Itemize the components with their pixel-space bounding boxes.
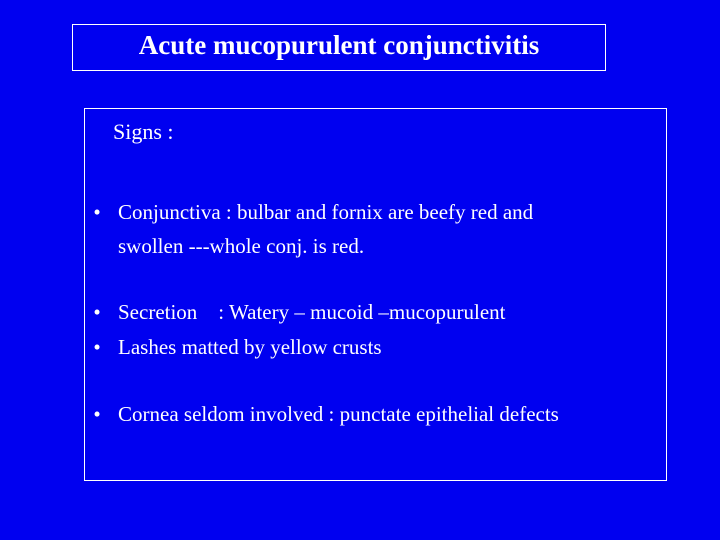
title-box [72,24,606,71]
content-box [84,108,667,481]
bullet-text [118,330,638,364]
bullet-text [118,195,638,263]
bullet-dot: • [93,335,101,359]
bullet-dot: • [93,402,101,426]
bullet-line: Cornea seldom involved : punctate epithelial defects [118,402,559,426]
bullet-line: swollen ---whole conj. is red. [118,234,365,258]
bullet-dot: • [93,200,101,224]
slide-title: Acute mucopurulent conjunctivitis [138,30,540,60]
bullet-text [118,295,638,329]
signs-heading: Signs : [113,119,174,144]
bullet-text [118,397,638,431]
bullet-line: Lashes matted by yellow crusts [118,335,382,359]
bullet-line: Secretion : Watery – mucoid –mucopurulent [118,300,506,324]
bullet-line: Conjunctiva : bulbar and fornix are beefy red and [118,200,534,224]
bullet-dot: • [93,300,101,324]
